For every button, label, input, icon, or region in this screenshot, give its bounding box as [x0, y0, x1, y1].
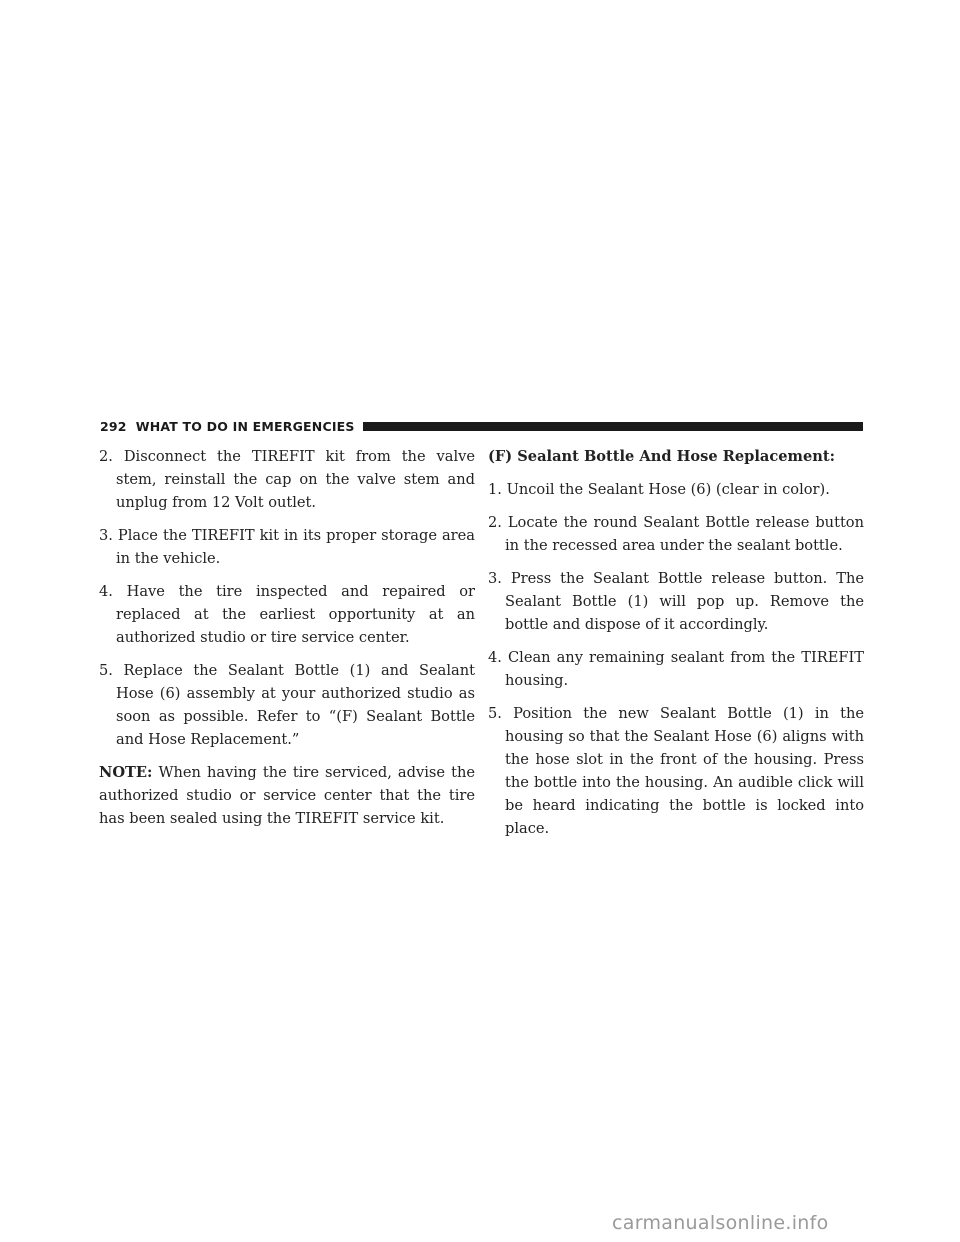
replacement-step-5: 5. Position the new Sealant Bottle (1) in the housing so that the Sealant Hose (6) aligns with the hose slot in the front of the housing. Press the bottle into the housing. An audible click will be heard indicating the bottle is locked into place.: [488, 705, 864, 837]
watermark: carmanualsonline.info: [612, 1212, 829, 1234]
right-column: [488, 445, 864, 850]
replacement-step-2: 2. Locate the round Sealant Bottle release button in the recessed area under the sealant bottle.: [488, 514, 864, 554]
note-paragraph: [99, 761, 475, 830]
replacement-step-4: 4. Clean any remaining sealant from the TIREFIT housing.: [488, 649, 864, 689]
note-text: When having the tire serviced, advise the authorized studio or service center that the tire has been sealed using the TIREFIT service kit.: [99, 764, 475, 827]
replacement-heading: (F) Sealant Bottle And Hose Replacement:: [488, 448, 836, 465]
replacement-step-1: 1. Uncoil the Sealant Hose (6) (clear in color).: [488, 481, 830, 498]
step-3: 3. Place the TIREFIT kit in its proper storage area in the vehicle.: [99, 527, 475, 567]
header-rule: [363, 422, 863, 431]
section-title: WHAT TO DO IN EMERGENCIES: [135, 418, 355, 434]
left-column: [99, 445, 475, 830]
step-2: 2. Disconnect the TIREFIT kit from the valve stem, reinstall the cap on the valve stem and unplug from 12 Volt outlet.: [99, 448, 475, 511]
note-label: NOTE:: [99, 764, 153, 781]
step-5: 5. Replace the Sealant Bottle (1) and Sealant Hose (6) assembly at your authorized studio as soon as possible. Refer to “(F) Sealant Bottle and Hose Replacement.”: [99, 662, 475, 748]
replacement-step-3: 3. Press the Sealant Bottle release button. The Sealant Bottle (1) will pop up. Remove the bottle and dispose of it accordingly.: [488, 570, 864, 633]
page-header: [100, 417, 863, 435]
page-number: 292: [100, 418, 127, 434]
step-4: 4. Have the tire inspected and repaired or replaced at the earliest opportunity at an authorized studio or tire service center.: [99, 583, 475, 646]
